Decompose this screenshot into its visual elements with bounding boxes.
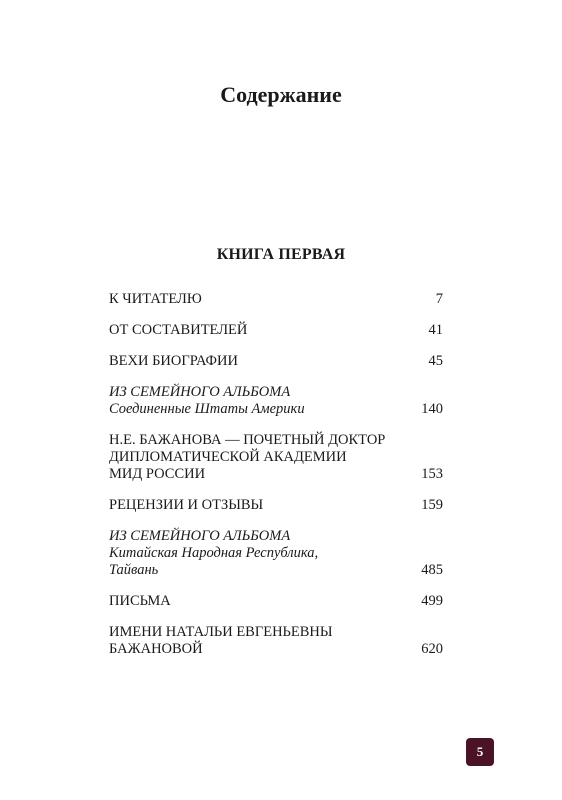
- toc-entry-to-reader: [109, 291, 443, 308]
- toc-entry-biography: [109, 353, 443, 370]
- toc-entry-family-album-china: [109, 528, 443, 579]
- toc-entry-title: РЕЦЕНЗИИ И ОТЗЫВЫ: [109, 497, 264, 513]
- toc-entry-title: К ЧИТАТЕЛЮ: [109, 291, 202, 307]
- toc-entry-title: ВЕХИ БИОГРАФИИ: [109, 353, 238, 369]
- table-of-contents: [109, 291, 443, 672]
- toc-entry-title-line: БАЖАНОВОЙ: [109, 641, 203, 657]
- toc-entry-title-line: МИД РОССИИ: [109, 466, 206, 482]
- toc-page-number: 159: [421, 497, 443, 513]
- toc-page-number: 41: [428, 322, 443, 338]
- toc-entry-honorary-doctor: [109, 432, 443, 483]
- toc-page-number: 45: [428, 353, 443, 369]
- toc-page-number: 620: [421, 641, 443, 657]
- toc-entry-letters: [109, 593, 443, 610]
- toc-page-number: 153: [421, 466, 443, 482]
- toc-entry-reviews: [109, 497, 443, 514]
- toc-entry-title: ИЗ СЕМЕЙНОГО АЛЬБОМА: [109, 528, 291, 544]
- toc-entry-title: ОТ СОСТАВИТЕЛЕЙ: [109, 322, 248, 338]
- toc-entry-subtitle-line: Тайвань: [109, 562, 159, 578]
- toc-entry-subtitle: Китайская Народная Республика,: [109, 545, 319, 561]
- toc-entry-title-line: ДИПЛОМАТИЧЕСКОЙ АКАДЕМИИ: [109, 449, 347, 465]
- toc-entry-title: ИЗ СЕМЕЙНОГО АЛЬБОМА: [109, 384, 291, 400]
- toc-page-number: 499: [421, 593, 443, 609]
- page-number-badge: 5: [466, 738, 494, 766]
- toc-entry-named-after: [109, 624, 443, 658]
- toc-page-number: 485: [421, 562, 443, 578]
- toc-entry-title: ИМЕНИ НАТАЛЬИ ЕВГЕНЬЕВНЫ: [109, 624, 333, 640]
- page-title: Содержание: [220, 82, 342, 107]
- toc-entry-from-compilers: [109, 322, 443, 339]
- toc-page-number: 7: [435, 291, 443, 307]
- toc-entry-subtitle: Соединенные Штаты Америки: [109, 401, 305, 417]
- toc-entry-family-album-usa: [109, 384, 443, 418]
- toc-page-number: 140: [421, 401, 443, 417]
- book-title: КНИГА ПЕРВАЯ: [216, 246, 346, 263]
- toc-entry-title: Н.Е. БАЖАНОВА — ПОЧЕТНЫЙ ДОКТОР: [109, 432, 386, 448]
- toc-entry-title: ПИСЬМА: [109, 593, 171, 609]
